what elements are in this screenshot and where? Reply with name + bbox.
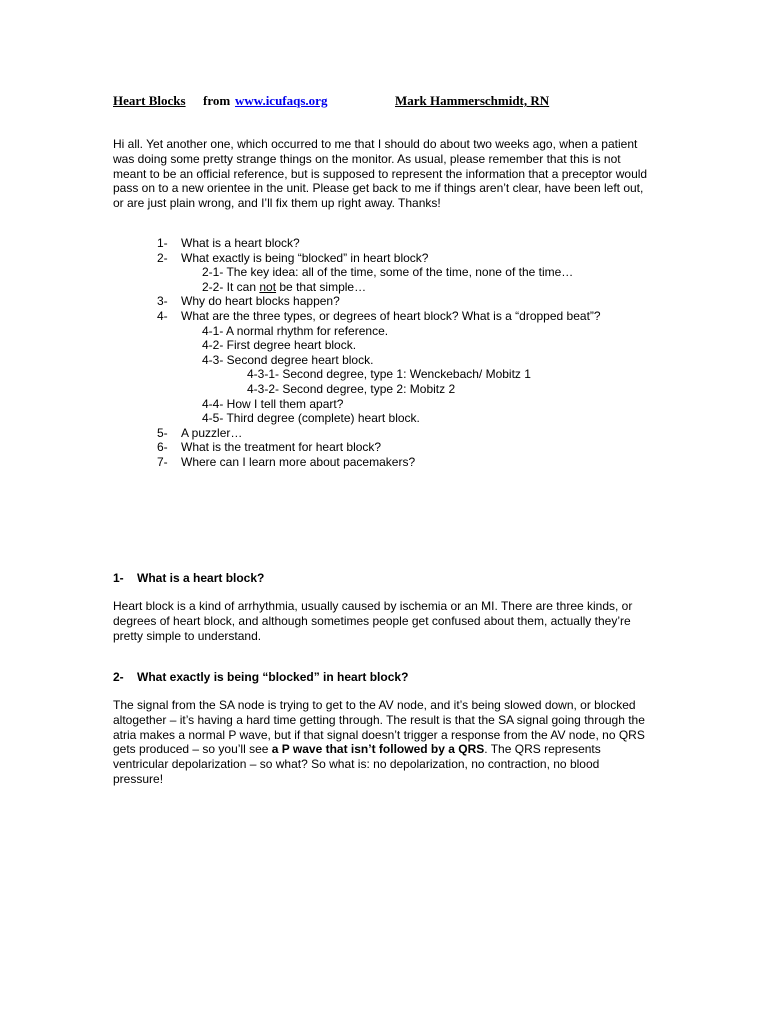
toc-text: What is a heart block? [181,236,300,250]
toc-text: 4-3-2- Second degree, type 2: Mobitz 2 [247,382,456,396]
toc-item-2-2 [202,280,366,295]
toc-text: What exactly is being “blocked” in heart block? [181,250,429,265]
toc-number: 6- [157,440,168,455]
toc-text-pre: 2-2- It can [202,279,260,294]
toc-item-4-2 [202,338,356,353]
toc-text: Where can I learn more about pacemakers? [181,455,416,469]
section-2-heading [113,670,408,684]
document-title: Heart Blocks [113,93,186,108]
toc-item-2-1 [202,265,573,280]
toc-item-5 [157,426,242,441]
toc-text: 4-3-1- Second degree, type 1: Wenckebach/ Mobitz 1 [247,367,531,382]
toc-text: A puzzler… [181,425,243,440]
toc-text: 4-1- A normal rhythm for reference. [202,323,389,338]
section-2-text-post: . The QRS represents ventricular depolarization – so what? So what is: no depolarization, no contraction, no blood pressure! [113,742,601,786]
toc-text-underlined: not [259,279,277,294]
toc-text-post: be that simple… [276,279,367,294]
intro-paragraph: Hi all. Yet another one, which occurred to me that I should do about two weeks ago, when a patient was doing some pretty strange things on the monitor. As usual, please remember that this is not meant to be an official reference, but is supposed to represent the information that a preceptor would pass on to a new orientee in the unit. Please get back to me if things aren’t clear, have been left out, or are just plain wrong, and I’ll fix them up right away. Thanks! [113,137,648,211]
section-1-body: Heart block is a kind of arrhythmia, usually caused by ischemia or an MI. There are three kinds, or degrees of heart block, and although sometimes people get confused about them, actually they’re pretty simple to understand. [113,599,633,643]
toc-number: 5- [157,425,168,440]
toc-item-4-5 [202,411,420,426]
toc-item-1 [157,236,300,251]
section-1-heading [113,571,264,585]
toc-text: 2-1- The key idea: all of the time, some of the time, none of the time… [202,265,574,280]
toc-item-7 [157,455,415,470]
toc-text: 4-5- Third degree (complete) heart block. [202,411,420,426]
toc-item-4-3 [202,353,373,368]
toc-number: 1- [157,236,168,250]
toc-item-6 [157,440,381,455]
website-link[interactable]: www.icufaqs.org [235,93,328,108]
section-2-text-pre: The signal from the SA node is trying to get to the AV node, and it’s being slowed down, or blocked altogether – it’s having a hard time getting through. The result is that the SA signal going through the atria makes a normal P wave, but if that signal doesn’t trigger a response from the AV node, no QRS gets produced – so you’ll see [113,698,645,757]
toc-item-3 [157,294,340,309]
toc-item-4-1 [202,324,388,339]
toc-text: 4-2- First degree heart block. [202,338,357,353]
toc-number: 2- [157,250,168,265]
section-2-text-bold: a P wave that isn’t followed by a QRS [271,742,485,757]
toc-item-4-3-1 [247,367,531,382]
toc-number: 3- [157,294,168,309]
toc-text: 4-3- Second degree heart block. [202,352,374,367]
toc-item-2 [157,251,428,266]
toc-text: 4-4- How I tell them apart? [202,396,344,411]
toc-text: What are the three types, or degrees of heart block? What is a “dropped beat”? [181,309,601,323]
toc-number: 7- [157,455,168,469]
toc-number: 4- [157,309,168,323]
toc-item-4-4 [202,397,343,412]
toc-text: What is the treatment for heart block? [181,440,382,455]
toc-item-4 [157,309,601,324]
section-title: What is a heart block? [137,571,265,585]
section-title: What exactly is being “blocked” in heart block? [137,670,409,684]
section-2-body [113,698,648,787]
section-number: 1- [113,571,124,585]
from-label: from [203,93,231,108]
toc-text: Why do heart blocks happen? [181,294,340,309]
section-number: 2- [113,670,124,684]
author-name: Mark Hammerschmidt, RN [395,93,550,108]
toc-item-4-3-2 [247,382,455,397]
